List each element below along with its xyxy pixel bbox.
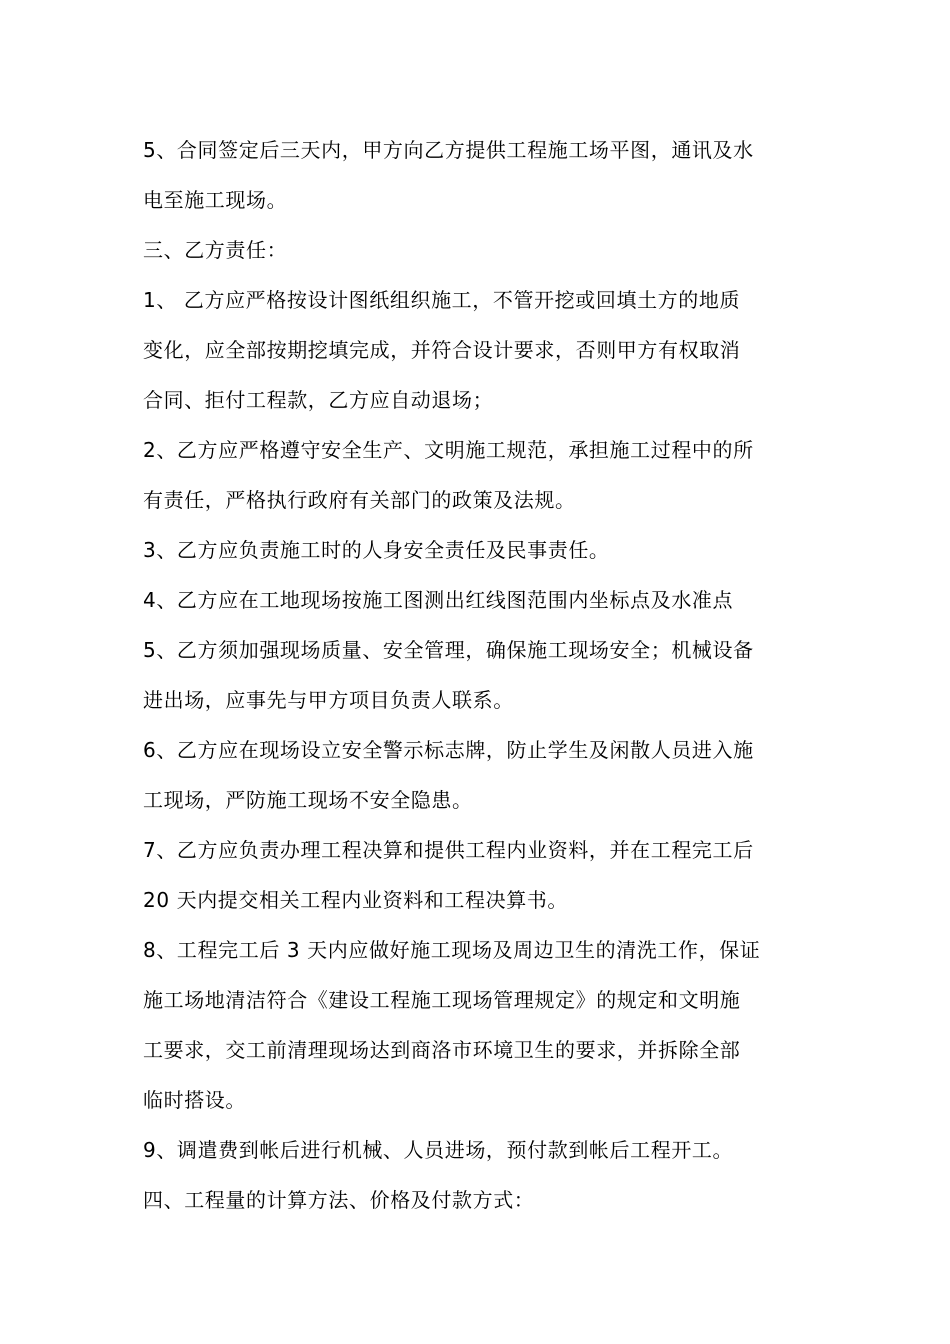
section-heading: 三、乙方责任： bbox=[143, 238, 288, 262]
text-line: 合同、拒付工程款，乙方应自动退场； bbox=[143, 388, 494, 412]
text-line: 8、工程完工后 3 天内应做好施工现场及周边卫生的清洗工作，保证 bbox=[143, 938, 761, 962]
text-line: 工现场，严防施工现场不安全隐患。 bbox=[143, 788, 473, 812]
text-line: 进出场，应事先与甲方项目负责人联系。 bbox=[143, 688, 514, 712]
text-line: 20 天内提交相关工程内业资料和工程决算书。 bbox=[143, 888, 569, 912]
text-line: 5、合同签定后三天内，甲方向乙方提供工程施工场平图，通讯及水 bbox=[143, 138, 754, 162]
text-line: 施工场地清洁符合《建设工程施工现场管理规定》的规定和文明施 bbox=[143, 988, 741, 1012]
text-line: 6、乙方应在现场设立安全警示标志牌，防止学生及闲散人员进入施 bbox=[143, 738, 754, 762]
text-line: 2、乙方应严格遵守安全生产、文明施工规范，承担施工过程中的所 bbox=[143, 438, 754, 462]
text-line: 临时搭设。 bbox=[143, 1088, 246, 1112]
text-line: 9、调遣费到帐后进行机械、人员进场，预付款到帐后工程开工。 bbox=[143, 1138, 734, 1162]
text-line: 7、乙方应负责办理工程决算和提供工程内业资料，并在工程完工后 bbox=[143, 838, 754, 862]
section-heading: 四、工程量的计算方法、价格及付款方式： bbox=[143, 1188, 535, 1212]
text-line: 工要求，交工前清理现场达到商洛市环境卫生的要求，并拆除全部 bbox=[143, 1038, 741, 1062]
text-line: 5、乙方须加强现场质量、安全管理，确保施工现场安全；机械设备 bbox=[143, 638, 754, 662]
text-line: 电至施工现场。 bbox=[143, 188, 288, 212]
text-line: 变化，应全部按期挖填完成，并符合设计要求，否则甲方有权取消 bbox=[143, 338, 741, 362]
text-line: 有责任，严格执行政府有关部门的政策及法规。 bbox=[143, 488, 576, 512]
text-line: 3、乙方应负责施工时的人身安全责任及民事责任。 bbox=[143, 538, 610, 562]
text-line: 1、 乙方应严格按设计图纸组织施工，不管开挖或回填土方的地质 bbox=[143, 288, 741, 312]
text-line: 4、乙方应在工地现场按施工图测出红线图范围内坐标点及水准点 bbox=[143, 588, 734, 612]
